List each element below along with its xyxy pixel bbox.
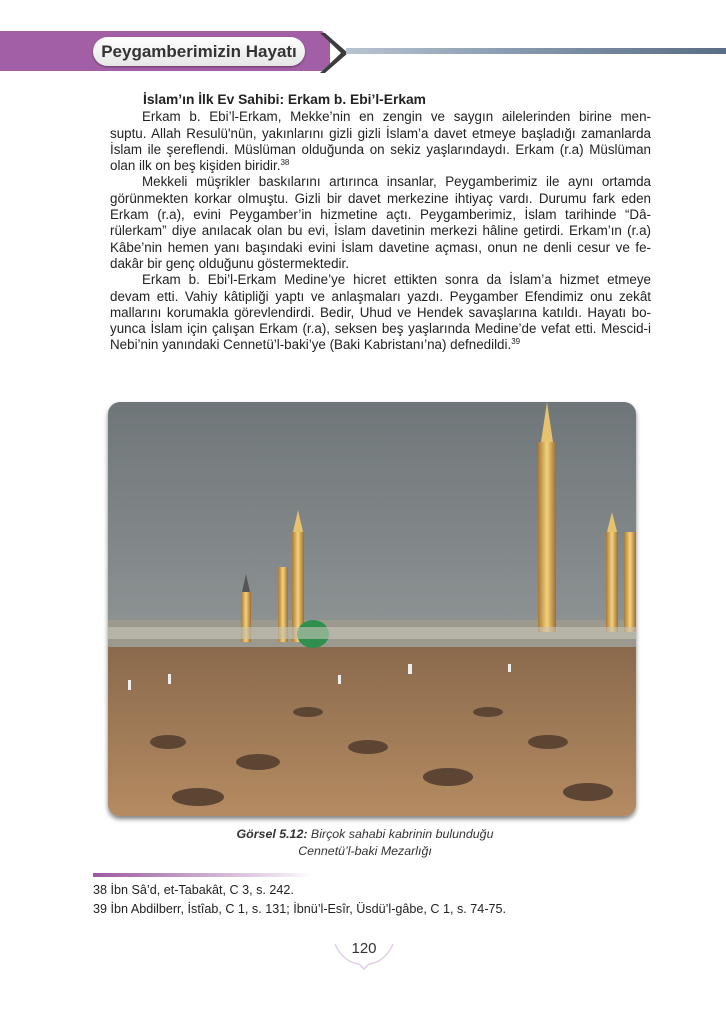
chapter-title: Peygamberimizin Hayatı [93, 37, 305, 66]
text-line: devam etti. Vahiy kâtipliği yaptı ve anlaşmaları yazdı. Peygamber Efendimiz onu zekât [110, 288, 651, 304]
text-line: suptu. Allah Resulü'nün, yakınlarını gizli gizli İslam’a davet etmeye başladığı zamanlarda [110, 125, 651, 141]
section-heading: İslam’ın İlk Ev Sahibi: Erkam b. Ebi’l-Erkam [143, 92, 426, 107]
header-rule [346, 48, 726, 54]
text-line: Erkam b. Ebi’l-Erkam Medine’ye hicret ettikten sonra da İslam’a hizmet etmeye [142, 272, 651, 288]
text-line: Erkam b. Ebi’l-Erkam, Mekke’nin en zengin ve saygın ailelerinden birine men- [142, 109, 651, 125]
footnote-ref[interactable]: 39 [511, 337, 521, 347]
figure-caption: Görsel 5.12: Birçok sahabi kabrinin bulunduğu Cennetü’l-baki Mezarlığı [236, 827, 494, 858]
text-line: Mekkeli müşrikler baskılarını artırınca insanlar, Peygamberimiz ile aynı ortamda [142, 174, 651, 190]
article [110, 92, 651, 354]
text-line: Erkam (r.a), evini Peygamber’in hizmetine açtı. Peygamberimiz, İslam tarihinde “Dâ- [110, 207, 651, 223]
text-line: yunca İslam için çalışan Erkam (r.a), seksen beş yaşlarında Medine’de vefat etti. Mescid-i [110, 321, 651, 337]
cemetery-photo [108, 402, 636, 816]
text-line: İslam ile şereflendi. Müslüman olduğunda on sekiz yaşlarındaydı. Erkam (r.a) Müslüman [110, 141, 651, 157]
text-line: olan ilk on beş kişiden biridir.$^{38}$ [110, 158, 290, 174]
paragraph-3 [110, 272, 651, 353]
text-line: görünmekten korkar olmuştu. Gizli bir davet merkezine ihtiyaç vardı. Durumu fark eden [110, 190, 651, 206]
paragraph-1 [110, 109, 651, 174]
text-line: rülerkam” diye anılacak olan bu evi, İslam davetinin merkezi hâline getirdi. Erkam’ın (r.a) [110, 223, 651, 239]
text-line: Kâbe’nin hemen yanı başındaki evini İslam davetine açması, onun ne denli cesur ve fe- [110, 239, 651, 255]
page-number: 120 [333, 940, 395, 970]
text-line: Nebi’nin yanındaki Cennetü’l-baki’ye (Baki Kabristanı’na) defnedildi.$^{39}$ [110, 337, 521, 353]
footnote-39: 39 İbn Abdilberr, İstîab, C 1, s. 131; İbnü’l-Esîr, Üsdü’l-gâbe, C 1, s. 74-75. [93, 902, 507, 916]
text-line: dakâr bir genç olduğunu göstermektedir. [110, 255, 349, 271]
footnote-38: 38 İbn Sâ’d, et-Tabakât, C 3, s. 242. [93, 883, 294, 897]
footnote-divider [93, 873, 313, 877]
footnote-ref[interactable]: 38 [280, 158, 290, 168]
footnotes [93, 881, 506, 919]
text-line: mallarını korumakla görevlendirdi. Bedir, Uhud ve Hendek savaşlarına katıldı. Hayatı bo- [110, 304, 651, 320]
paragraph-2 [110, 174, 651, 272]
photo-illustration [108, 402, 636, 816]
